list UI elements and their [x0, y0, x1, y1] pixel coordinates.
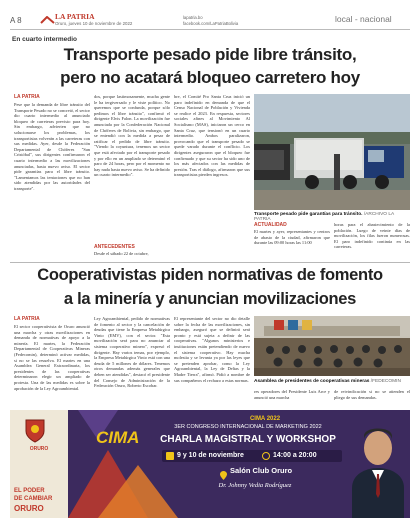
- story1-column-4b: [334, 222, 410, 259]
- story2-photo-caption: [254, 379, 410, 384]
- logo-text: LA PATRIA: [55, 12, 95, 21]
- page-header: [0, 0, 420, 32]
- shield-icon: [24, 418, 46, 444]
- ad-left-brand-line2: DE CAMBIAR: [14, 496, 53, 502]
- story1-headline-line2: pero no acatará bloqueo carretero hoy: [60, 68, 360, 87]
- ad-left-brand-line1: EL PODER: [14, 488, 45, 494]
- story2-column-3: [174, 316, 250, 406]
- story1-byline: LA PATRIA: [14, 94, 40, 100]
- story2-col4a-text: res operadores del Presidente Luis Arce y anunció una marcha: [254, 389, 330, 400]
- story1-column-2: [94, 94, 170, 258]
- story1-actualidad-label: ACTUALIDAD: [254, 222, 287, 228]
- story1-photo: [254, 94, 410, 210]
- ad-schedule-row: [162, 450, 342, 462]
- section-label: local - nacional: [335, 14, 392, 24]
- page-number: A 8: [10, 16, 22, 25]
- story2-caption-text: Asamblea de presidentes de cooperativas mineras: [254, 379, 370, 384]
- ad-left-brand-line3: ORURO: [14, 504, 44, 513]
- story1-col3-text: bre, el Comité Pro Santa Cruz inició un paro indefinido en demanda de que el Censo Nacional de Población y Vivienda se realice el 2023. En respuesta, sectores sociales afines al Movimiento Al Socialismo (MAS), iniciaron un cerco en Santa Cruz, que tensionó en un cuarto intermedio. Ambos paralizaron, provocando que el transporte pesado se quede varado durante el conflicto. Los dirigentes aseguraron que el bloqueo fue confirmado y que su sector ha sido uno de los más afectados con las medidas de presión. Tras el diálogo, afirmaron que sus transportistas pierden ingresos.: [174, 94, 250, 178]
- story-divider: [10, 262, 410, 263]
- story1-col2-text: dos, porque lastimosamente, mucha gente le ha tergiversado y le viste político. No queremos que se confunda, porque sólo pedimos el libre tránsito", confirmó el dirigente Elvis Falon. La movilización fue anunciada por la Confederación Nacional de Chóferes de Bolivia, sin embargo, que se entendió con la medida a pesar de ratificar el pedido de libre tránsito. "Viendo la coyuntura, tenemos un sector que está afectado por el transporte pesado y por ello en un ampliado se determinó el paro de 24 horas, pero por el momento no hay nada hasta nuevo aviso. Se ha definido un cuarto intermedio".: [94, 94, 170, 178]
- story1-headline-line1: Transporte pesado pide libre tránsito,: [63, 45, 357, 64]
- clock-icon: [262, 452, 270, 460]
- speaker-portrait: [348, 418, 408, 518]
- ad-schedule-time: 14:00 a 20:00: [273, 452, 317, 459]
- story1-kicker: En cuarto intermedio: [12, 36, 78, 43]
- story1-col4b-text: horas para el abastecimiento de la población. Luego de veinte días de movilización, los filas fueron numerosas. El paro indefinido continúa en las carreteras.: [334, 222, 410, 250]
- contact-facebook: facebook.com/LaPatriaBolivia: [183, 21, 239, 26]
- story2-byline: LA PATRIA: [14, 316, 40, 322]
- issue-date: Oruro, jueves 10 de noviembre de 2022: [55, 21, 133, 26]
- contact-site: lapatria.bo: [183, 15, 203, 20]
- story2-column-4b: [334, 389, 410, 407]
- ad-venue: Salón Club Oruro: [230, 466, 293, 475]
- story1-caption-text: Transporte pesado pide garantías para tránsito.: [254, 212, 363, 217]
- pin-icon: [220, 467, 227, 476]
- story2-headline-line2: a la minería y anuncian movilizaciones: [63, 290, 357, 308]
- calendar-icon: [166, 452, 174, 460]
- story2-col3-text: El representante del sector no dio detalle sobre la fecha de las movilizaciones, sin embargo, aseguró que se definirá será pronto y está sujeta a definir de las cooperativas. "Algunos ministerios e instituciones están pretendiendo de nuevo el sistema cooperativo. Hay mucha molestia y se levanta ya por las leyes que se pretenden aprobar, como la Ley Agroambiental, la Ley de Deltas y la Madre Tierra", afirmó. Pidió a nombre de sus compañeros el rechazo a estas normas.: [174, 316, 250, 383]
- story2-photo: [254, 316, 410, 376]
- header-rule: [10, 29, 410, 30]
- story1-subhead: ANTECEDENTES: [94, 244, 135, 250]
- ad-event-title: 3ER CONGRESO INTERNACIONAL DE MARKETING 2022: [174, 424, 322, 430]
- story1-col2-tail: Desde el sábado 22 de octubre,: [94, 251, 149, 256]
- ad-schedule-date: 9 y 10 de noviembre: [177, 452, 244, 459]
- story2-col4b-text: de reivindicación si no se atienden el pliego de sus demandas.: [334, 389, 410, 400]
- story1-column-1: [14, 102, 90, 258]
- ad-left-panel: [10, 410, 68, 518]
- story2-column-4a: [254, 389, 330, 407]
- story1-caption-credit: /ARCHIVO LA PATRIA: [254, 212, 394, 222]
- story1-col1-text: Pese que la demanda de libre tránsito del Transporte Pesado no se concretó, el sector dio cuarto intermedio al anunciado bloqueo de carreteras previsto para hoy. Sin embargo, advierten que no solucionarse los problemas, los transportistas volverán a las carreteras con sus medidas. Ayer, desde la Federación Departamental de Chóferes "San Cristóbal", sus dirigentes confirmaron el cuarto intermedio a las movilizaciones anunciadas, hasta nuevo aviso. El sector pide garantías para el libre tránsito. "Lamentamos las tentaciones que no han sido atendidas por las autoridades del transporte".: [14, 102, 90, 191]
- ad-speaker: Dr. Johnny Vedia Rodríguez: [218, 482, 292, 489]
- ad-event-logo: CIMA: [96, 428, 140, 447]
- ad-left-brand-top: ORURO: [29, 446, 49, 452]
- ad-event-year: CIMA 2022: [249, 416, 281, 422]
- story2-caption-credit: /FEDECOMIN: [370, 379, 401, 384]
- story2-column-2: [94, 316, 170, 406]
- story1-column-4a: [254, 229, 330, 259]
- logo-icon: [40, 12, 55, 21]
- ad-talk-title: CHARLA MAGISTRAL Y WORKSHOP: [160, 434, 336, 445]
- story2-col2-text: Ley Agroambiental, pedido de normativas de fomento al sector y la cancelación de deudas que tiene la Empresa Metalúrgica Vinto (EMV), con el sector. "Esta movilización será para no anunciar al sistema cooperativo minero", expresó el dirigente. Hay varios temas, por ejemplo, la Empresa Metalúrgica Vinto está con una deuda de 5 millones de dólares. Tenemos otros demandas además generales que deben ser atendidas", destacó el presidente del Consejo de Administración de la Federación Oruro, Roberto Escobar.: [94, 316, 170, 389]
- story1-photo-caption: [254, 212, 410, 222]
- story1-column-3: [174, 94, 250, 259]
- story2-column-1: [14, 324, 90, 406]
- story2-col1-text: El sector cooperativista de Oruro anunció una marcha y otras movilizaciones en demanda de normativas de apoyo a la minería. El martes, la Federación Departamental de Cooperativas Mineras (Fedecomin), determinó activar medidas, si no se las resuelva. El martes en una Asamblea General Extraordinaria, los presidentes de las cooperativas determinaron elegir un ampliado de protesta. Una de las medidas es sobre la aprobación de la Ley Agroambiental.: [14, 324, 90, 391]
- story2-headline-line1: Cooperativistas piden normativas de fomento: [37, 266, 383, 284]
- story1-col4a-text: El martes y ayer, representantes y centros de abasto de la ciudad, afirmaron que durante las 09:00 horas las 11:00: [254, 229, 330, 246]
- ad-banner[interactable]: [10, 410, 410, 518]
